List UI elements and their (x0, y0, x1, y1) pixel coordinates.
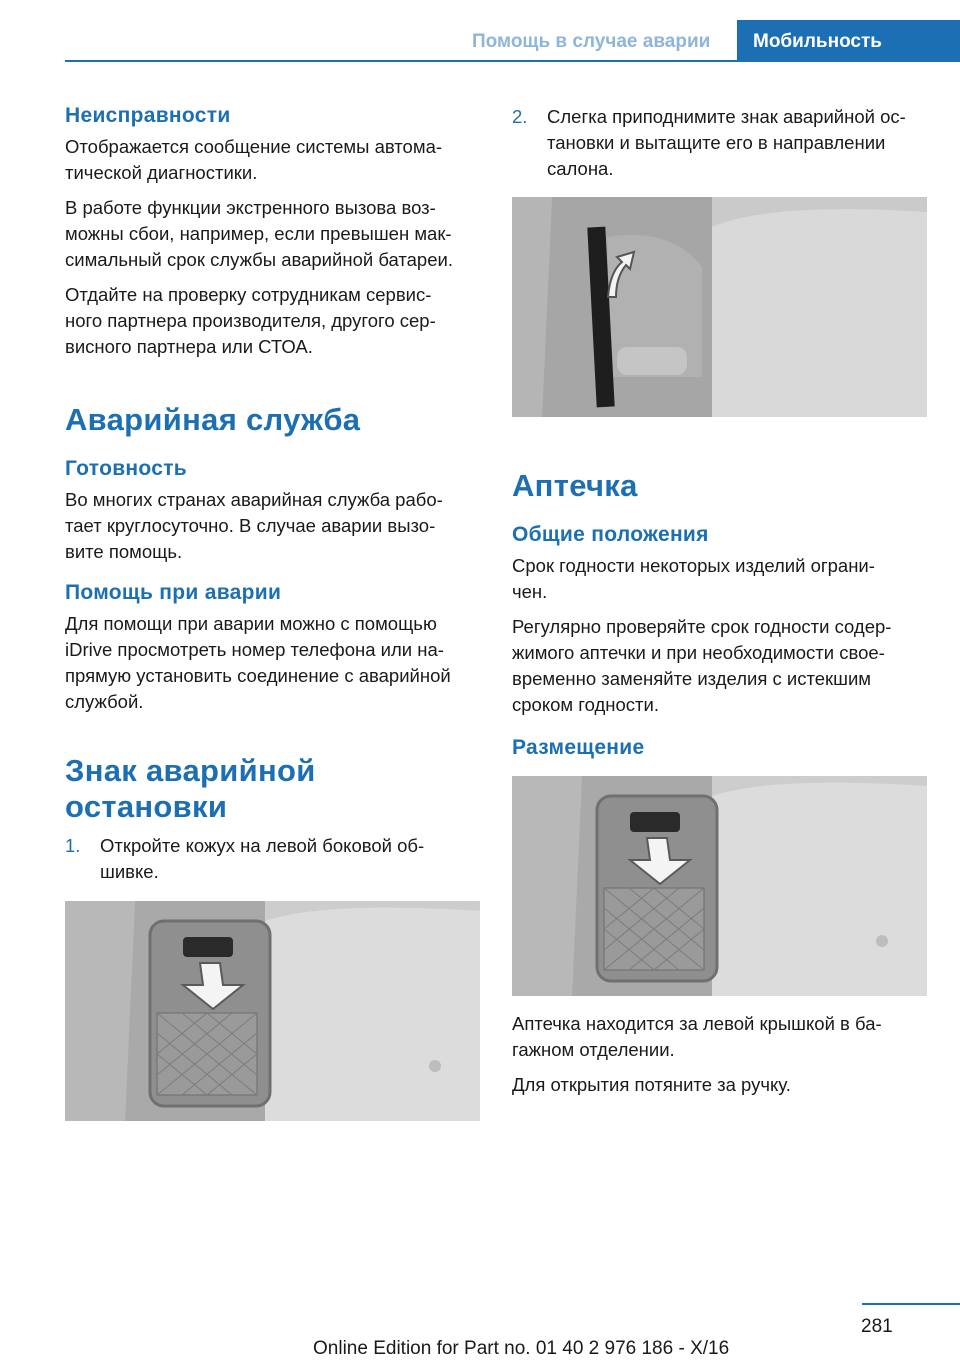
heading-accident-help: Помощь при аварии (65, 581, 282, 604)
malfunctions-paragraph-3: Отдайте на проверку сотрудникам сервис- ного партнера производителя, другого сер- висного партнера или СТОА. (65, 284, 436, 357)
header-rule (65, 60, 960, 62)
malfunctions-paragraph-1: Отображается сообщение системы автома- тической диагностики. (65, 136, 443, 183)
malfunctions-paragraph-2: В работе функции экстренного вызова воз- можны сбои, например, если превышен мак- симальный срок службы аварийной батареи. (65, 197, 453, 270)
right-column (512, 100, 927, 1098)
placement-paragraph-2: Для открытия потяните за ручку. (512, 1074, 791, 1095)
step-2 (512, 104, 927, 182)
placement-paragraph-1: Аптечка находится за левой крышкой в ба- гажном отделении. (512, 1013, 882, 1060)
heading-first-aid-kit: Аптечка (512, 468, 638, 503)
step-text: Слегка приподнимите знак аварийной ос- тановки и вытащите его в направлении салона. (547, 106, 906, 179)
heading-readiness: Готовность (65, 457, 188, 480)
step-number: 2. (512, 106, 528, 127)
step-number: 1. (65, 835, 81, 856)
header-section-title: Помощь в случае аварии (472, 31, 711, 52)
first-aid-location-illustration (512, 776, 927, 996)
step-1 (65, 833, 480, 885)
general-paragraph-2: Регулярно проверяйте срок годности содер- жимого аптечки и при необходимости свое- временно заменяйте изделия с истекшим сроком годности. (512, 616, 892, 715)
heading-malfunctions: Неисправности (65, 104, 231, 127)
illustration-triangle-removal (512, 197, 927, 417)
readiness-paragraph: Во многих странах аварийная служба рабо- тает круглосуточно. В случае аварии вызо- вите помощь. (65, 489, 443, 562)
accident-help-paragraph: Для помощи при аварии можно с помощью iDrive просмотреть номер телефона или на- прямую установить соединение с аварийной службой. (65, 613, 451, 712)
heading-emergency-service: Аварийная служба (65, 402, 361, 437)
triangle-removal-illustration (512, 197, 927, 417)
page-number: 281 (861, 1316, 893, 1337)
general-paragraph-1: Срок годности некоторых изделий ограни- чен. (512, 555, 875, 602)
illustration-cover-open (65, 901, 480, 1121)
step-text: Откройте кожух на левой боковой об- шивке. (100, 835, 425, 882)
edition-footer: Online Edition for Part no. 01 40 2 976 186 - X/16 (313, 1338, 730, 1359)
left-column (65, 100, 480, 1121)
heading-placement: Размещение (512, 736, 645, 759)
header-chapter-tab: Мобильность (737, 20, 960, 62)
heading-warning-triangle: Знак аварийной остановки (65, 753, 316, 824)
illustration-first-aid-location (512, 776, 927, 996)
heading-general: Общие положения (512, 523, 709, 546)
trunk-cover-illustration (65, 901, 480, 1121)
footer-rule (862, 1303, 960, 1305)
